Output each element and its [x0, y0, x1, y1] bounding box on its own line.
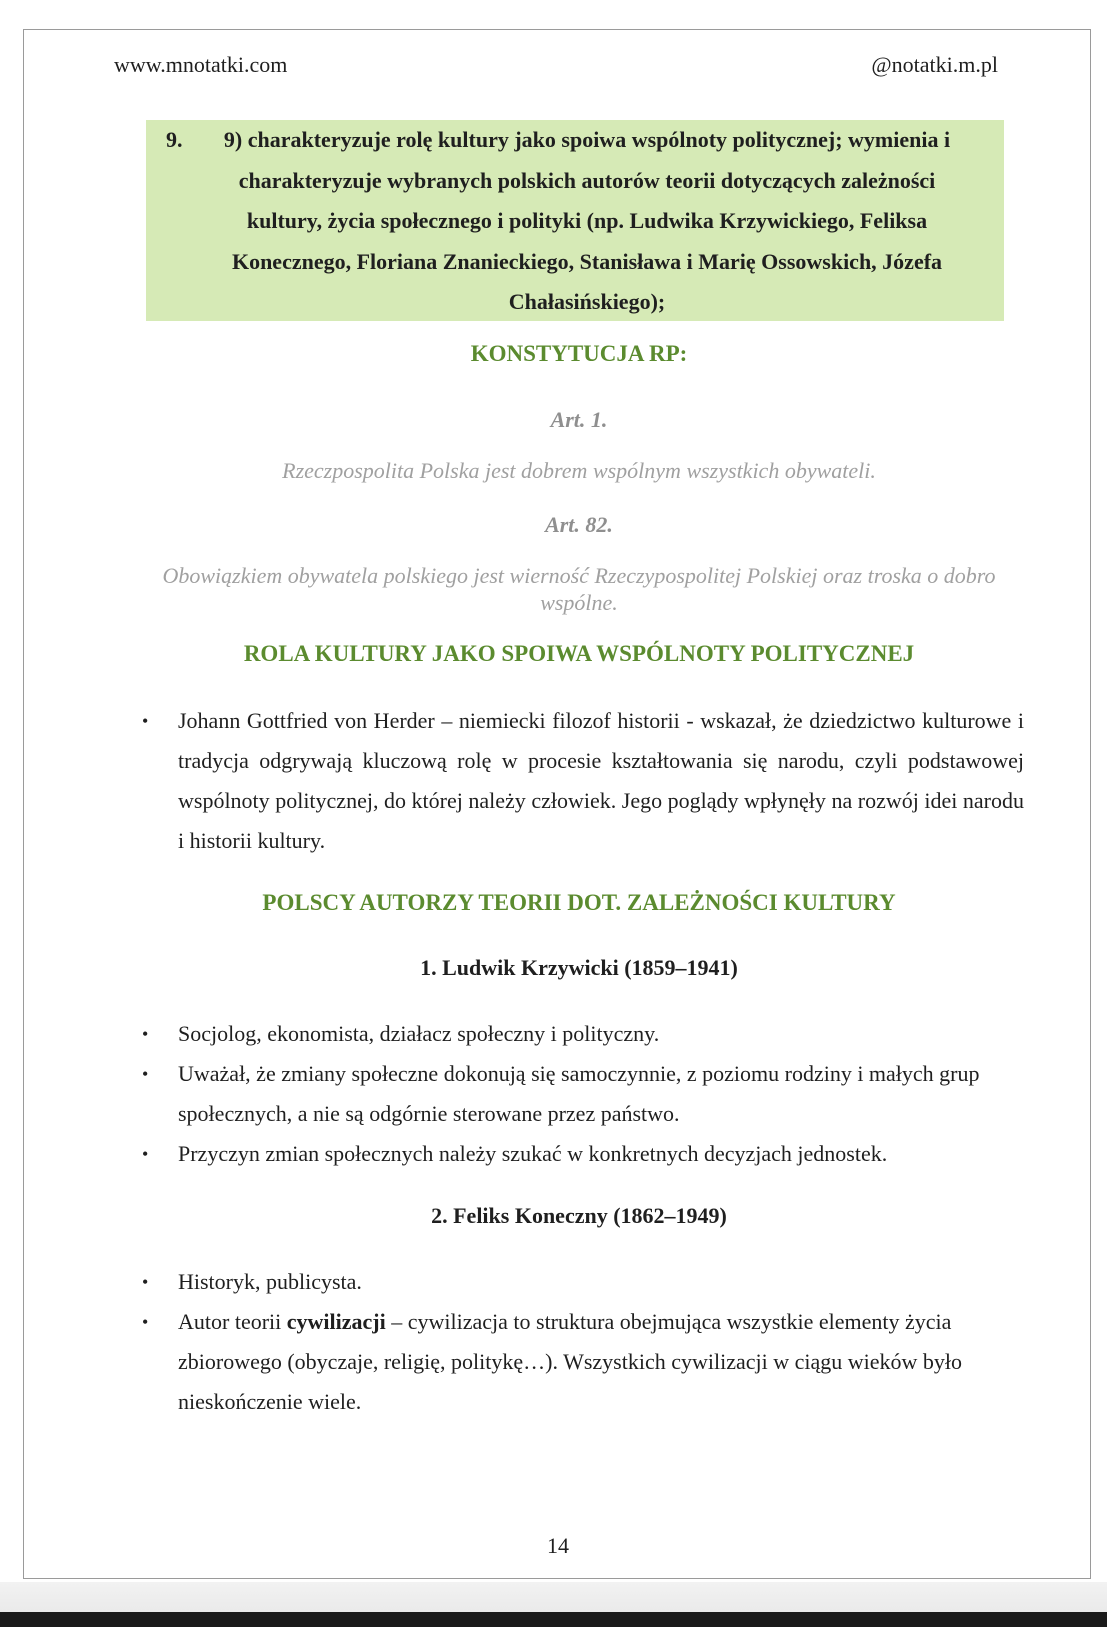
krzywicki-bullet-3: Przyczyn zmian społecznych należy szukać w konkretnych decyzjach jednostek. [178, 1141, 888, 1166]
author1-title: 1. Ludwik Krzywicki (1859–1941) [420, 955, 738, 980]
art1-text: Rzeczpospolita Polska jest dobrem wspólnym wszystkich obywateli. [282, 458, 876, 483]
keyword-civilization: cywilizacji [286, 1309, 386, 1334]
author2-title: 2. Feliks Koneczny (1862–1949) [431, 1203, 727, 1228]
list-item [136, 701, 1024, 861]
bullet-icon: • [142, 711, 149, 731]
section-culture-heading: ROLA KULTURY JAKO SPOIWA WSPÓLNOTY POLITYCZNEJ [243, 641, 915, 666]
herder-list [136, 701, 1024, 861]
koneczny-bullet-1: Historyk, publicysta. [178, 1269, 362, 1294]
art82-text: Obowiązkiem obywatela polskiego jest wierność Rzeczypospolitej Polskiej oraz troska o dobro wspólne. [162, 563, 996, 615]
list-item [136, 1302, 986, 1422]
art82-title: Art. 82. [545, 512, 613, 537]
krzywicki-list [136, 1014, 1024, 1174]
list-item [136, 1262, 986, 1302]
list-item [136, 1134, 1024, 1174]
page-number: 14 [547, 1533, 569, 1558]
bullet-icon: • [142, 1272, 149, 1292]
section-authors-heading: POLSCY AUTORZY TEORII DOT. ZALEŻNOŚCI KULTURY [262, 890, 896, 915]
objective-number: 9. [166, 127, 183, 152]
viewer-bottom-bar [0, 1612, 1107, 1627]
herder-text: Johann Gottfried von Herder – niemiecki filozof historii - wskazał, że dziedzictwo kulturowe i tradycja odgrywają kluczową rolę w procesie kształtowania się narodu, czyli podstawowej wspólnoty politycznej, do której należy człowiek. Jego poglądy wpłynęły na rozwój idei narodu i historii kultury. [178, 708, 1024, 853]
bullet-icon: • [142, 1144, 149, 1164]
list-item [136, 1054, 1024, 1134]
header-website: www.mnotatki.com [114, 52, 288, 77]
list-item [136, 1014, 1024, 1054]
krzywicki-bullet-1: Socjolog, ekonomista, działacz społeczny i polityczny. [178, 1021, 660, 1046]
koneczny-list [136, 1262, 986, 1422]
constitution-heading: KONSTYTUCJA RP: [470, 341, 688, 366]
bullet-icon: • [142, 1312, 149, 1332]
krzywicki-bullet-2: Uważał, że zmiany społeczne dokonują się samoczynnie, z poziomu rodziny i małych grup społecznych, a nie są odgórnie sterowane przez państwo. [178, 1061, 980, 1126]
objective-box [146, 120, 1004, 321]
header-handle: @notatki.m.pl [871, 52, 998, 77]
art1-title: Art. 1. [550, 407, 608, 432]
objective-text: 9) charakteryzuje rolę kultury jako spoiwa wspólnoty politycznej; wymienia i charakteryzuje wybranych polskich autorów teorii dotyczących zależności kultury, życia społecznego i polityki (np. Ludwika Krzywickiego, Feliksa Konecznego, Floriana Znanieckiego, Stanisława i Marię Ossowskich, Józefa Chałasińskiego); [223, 127, 951, 314]
bullet-icon: • [142, 1064, 149, 1084]
koneczny-bullet-2-pre: Autor teorii [178, 1309, 287, 1334]
document-page [23, 29, 1091, 1579]
bullet-icon: • [142, 1024, 149, 1044]
koneczny-bullet-2-post: – cywilizacja to struktura obejmująca wszystkie elementy życia zbiorowego (obyczaje, religię, politykę…). Wszystkich cywilizacji w ciągu wieków było nieskończenie wiele. [178, 1309, 963, 1414]
